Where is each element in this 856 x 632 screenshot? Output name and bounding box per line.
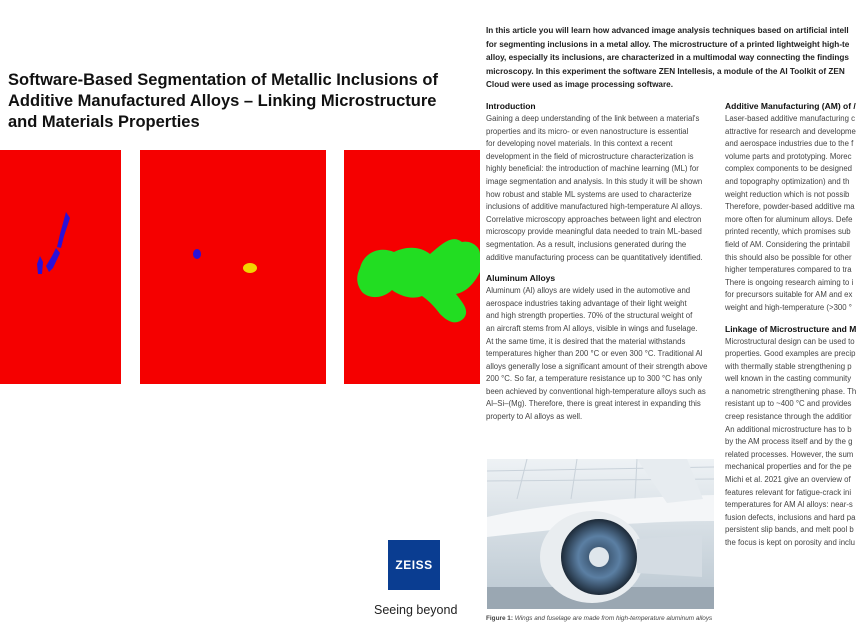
right-text-column — [725, 100, 856, 580]
body-text-line: resistant up to ~400 °C and provides — [725, 399, 852, 409]
body-text-line: temperatures higher than 200 °C or even 300 °C. Traditional Al — [486, 349, 703, 359]
body-text-line: and high strength properties. 70% of the structural weight of — [486, 311, 693, 321]
body-text-line: weight reduction which is not possib — [725, 189, 850, 199]
blue-inclusion — [37, 256, 43, 274]
body-text-line: well known in the casting community — [725, 374, 852, 384]
body-text-line: and topography optimization) and th — [725, 176, 850, 186]
body-text-line: Microstructural design can be used to — [725, 336, 855, 346]
body-text-line: An additional microstructure has to b — [725, 424, 852, 434]
body-text-line: aerospace industries taking advantage of their light weight — [486, 298, 687, 308]
body-text-line: properties. Good examples are precip — [725, 349, 856, 359]
body-text-line: inclusions of additive manufactured high-temperature Al alloys. — [486, 202, 703, 212]
body-text-line: for precursors suitable for AM and ex — [725, 290, 853, 300]
body-text-line: higher temperatures compared to tra — [725, 265, 852, 275]
body-text-line: Michi et al. 2021 give an overview of — [725, 475, 851, 485]
body-text-line: property to Al alloys as well. — [486, 412, 583, 422]
body-text-line: related processes. However, the sum — [725, 449, 854, 459]
body-text-line: temperatures for AM Al alloys: near-s — [725, 500, 853, 510]
section-heading: Linkage of Microstructure and M — [725, 323, 856, 334]
lead-line: alloy, especially its inclusions, are characterized in a multimodal way connecting the findings — [486, 53, 849, 62]
body-text-line: Therefore, powder-based additive ma — [725, 202, 855, 212]
body-text-line: Gaining a deep understanding of the link between a material's — [486, 114, 700, 123]
body-text-line: printed recently, which promises sub — [725, 227, 851, 237]
green-inclusion — [357, 239, 480, 322]
section-heading: Aluminum Alloys — [486, 273, 556, 284]
yellow-inclusion — [243, 263, 257, 273]
body-text-line: field of AM. Considering the printabil — [725, 239, 850, 249]
lead-line: for segmenting inclusions in a metal alloy. The microstructure of a printed lightweight high-te — [486, 39, 850, 49]
aircraft-engine-photo — [487, 459, 714, 609]
blue-inclusion — [57, 212, 70, 248]
body-text-line: 200 °C. So far, a temperature resistance up to 300 °C has only — [486, 374, 703, 384]
brand-tagline: Seeing beyond — [374, 603, 458, 617]
body-text-line: Aluminum (Al) alloys are widely used in the automotive and — [486, 286, 691, 296]
lead-line: In this article you will learn how advanced image analysis techniques based on artificial intell — [486, 26, 849, 35]
body-text-line: this should also be possible for other — [725, 252, 852, 262]
body-text-line: properties and its micro- or even nanostructure is essential — [486, 126, 689, 136]
body-text-line: Laser-based additive manufacturing c — [725, 114, 856, 123]
body-text-line: highly beneficial: the introduction of machine learning (ML) for — [486, 164, 699, 174]
body-text-line: an aircraft stems from Al alloys, visible in wings and fuselage. — [486, 323, 698, 333]
segmentation-panel-1 — [0, 150, 121, 384]
body-text-line: persistent slip bands, and melt pool b — [725, 525, 854, 535]
body-text-line: with thermally stable strengthening p — [725, 361, 852, 371]
body-text-line: Correlative microscopy approaches between light and electron — [486, 214, 702, 224]
body-text-line: features relevant for fatigue-crack ini — [725, 487, 852, 497]
body-text-line: alloys generally lose a significant amount of their strength above — [486, 361, 708, 371]
lead-line: Cloud were used as image processing software. — [486, 80, 674, 89]
body-text-line: creep resistance through the additior — [725, 412, 852, 422]
figure-caption — [486, 615, 712, 622]
blue-inclusion — [46, 248, 60, 272]
body-text-line: Al–Si–(Mg). Therefore, there is great interest in expanding this — [486, 399, 701, 409]
body-text-line: complex components to be designed — [725, 164, 852, 174]
body-text-line: microscopy provide meaningful data needed to train ML-based — [486, 227, 702, 237]
body-text-line: by the AM process itself and by the g — [725, 437, 853, 447]
figure-text: Wings and fuselage are made from high-temperature aluminum alloys — [514, 615, 713, 622]
blue-inclusion — [193, 249, 201, 259]
section-heading: Additive Manufacturing (AM) of / — [725, 101, 856, 111]
section-heading: Introduction — [486, 101, 536, 111]
segmentation-panel-2 — [140, 150, 326, 384]
body-text-line: additive manufacturing process can be quantitatively identified. — [486, 252, 703, 262]
body-text-line: the focus is kept on porosity and inclu — [725, 538, 856, 547]
body-text-line: for developing novel materials. In this context a recent — [486, 139, 673, 149]
body-text-line: and aerospace industries due to the f — [725, 139, 854, 149]
body-text-line: a nanometric strengthening phase. Th — [725, 386, 856, 396]
body-text-line: development in the field of microstructure characterization is — [486, 151, 694, 161]
left-text-column — [486, 100, 718, 424]
body-text-line: mechanical properties and for the pe — [725, 462, 852, 472]
article-lead — [486, 24, 856, 96]
body-text-line: fusion defects, inclusions and hard pa — [725, 512, 856, 522]
body-text-line: attractive for research and developme — [725, 126, 856, 136]
article-title: Software-Based Segmentation of Metallic Inclusions of Additive Manufactured Alloys – Linking Microstructure and Materials Properties — [8, 71, 438, 131]
body-text-line: volume parts and prototyping. Morec — [725, 151, 852, 161]
body-text-line: There is ongoing research aiming to i — [725, 277, 854, 287]
lead-line: microscopy. In this experiment the software ZEN Intellesis, a module of the AI Toolkit of ZEN — [486, 66, 845, 76]
zeiss-logo: ZEISS — [388, 540, 440, 590]
body-text-line: more often for aluminum alloys. Defe — [725, 214, 853, 224]
segmentation-panel-3 — [344, 150, 480, 384]
body-text-line: weight and high-temperature (>300 ° — [725, 302, 852, 312]
body-text-line: how robust and stable ML systems are used to characterize — [486, 189, 692, 199]
body-text-line: At the same time, it is desired that the material withstands — [486, 336, 686, 346]
body-text-line: segmentation. As a result, inclusions generated during the — [486, 239, 687, 249]
body-text-line: been achieved by conventional high-temperature alloys such as — [486, 386, 706, 396]
body-text-line: image segmentation and analysis. In this study it will be shown — [486, 176, 703, 186]
figure-label: Figure 1: — [486, 615, 513, 622]
